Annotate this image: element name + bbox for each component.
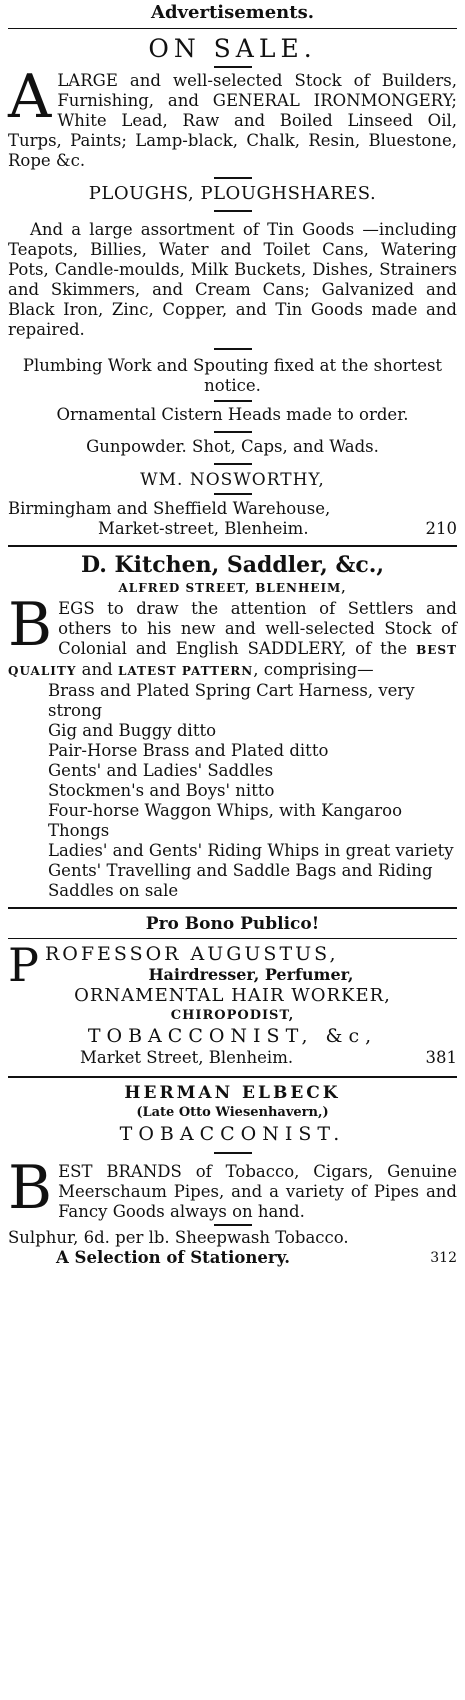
list-item: Stockmen's and Boys' nitto: [48, 781, 275, 800]
short-rule: [214, 66, 252, 68]
ad-number: 381: [425, 1048, 457, 1067]
ad-title: D. Kitchen, Saddler, &c.,: [80, 552, 385, 578]
short-rule: [214, 177, 252, 179]
list-item: Gig and Buggy ditto: [48, 721, 217, 740]
list-item: Pair-Horse Brass and Plated ditto: [48, 741, 329, 760]
list-item: Gents' and Ladies' Saddles: [48, 761, 274, 780]
ad-paragraph: Gunpowder. Shot, Caps, and Wads.: [86, 437, 379, 456]
divider: [8, 545, 457, 547]
drop-cap: A: [8, 62, 52, 132]
ad-herman-elbeck: [8, 1082, 457, 1268]
ad-paragraph: And a large assortment of Tin Goods —including Teapots, Billies, Water and Toilet Cans, Watering Pots, Candle-moulds, Milk Buckets, Dishes, Strainers and Skimmers, and Cream Cans; Galvanized and Black Iron, Zinc, Copper, and Tin Goods made and repaired.: [8, 220, 457, 339]
ad-line: TOBACCONIST.: [119, 1123, 346, 1145]
drop-cap: B: [8, 590, 53, 660]
merchant-name: WM. NOSWORTHY,: [140, 470, 325, 490]
ad-line: (Late Otto Wiesenhavern,): [136, 1105, 329, 1120]
ploughs-heading: PLOUGHS, PLOUGHSHARES.: [88, 183, 377, 204]
saddlery-list: [8, 681, 457, 901]
divider: [8, 938, 457, 939]
ad-paragraph: BEST BRANDS of Tobacco, Cigars, Genuine Meerschaum Pipes, and a variety of Pipes and Fancy Goods always on hand.: [8, 1153, 457, 1223]
ad-line: PROFESSOR AUGUSTUS,: [8, 938, 339, 992]
short-rule: [214, 210, 252, 212]
ad-title: ON SALE.: [148, 34, 317, 63]
ad-paragraph: ALARGE and well-selected Stock of Builders, Furnishing, and GENERAL IRONMONGERY; White Lead, Raw and Boiled Linseed Oil, Turps, Paints; Lamp-black, Chalk, Resin, Bluestone, Rope &c.: [8, 62, 457, 170]
drop-cap: P: [8, 938, 39, 992]
ad-professor-augustus: [8, 913, 457, 1068]
ad-paragraph: Sulphur, 6d. per lb. Sheepwash Tobacco.: [8, 1228, 349, 1247]
ad-paragraph: Ornamental Cistern Heads made to order.: [56, 405, 409, 424]
ad-line: ORNAMENTAL HAIR WORKER,: [74, 985, 391, 1006]
ad-line: CHIROPODIST,: [170, 1008, 295, 1023]
ad-line: Hairdresser, Perfumer,: [148, 965, 354, 984]
ad-paragraph: Plumbing Work and Spouting fixed at the shortest notice.: [22, 356, 443, 395]
list-item: Ladies' and Gents' Riding Whips in great variety: [48, 841, 454, 860]
address-line: Birmingham and Sheffield Warehouse,: [8, 499, 331, 518]
list-item: Gents' Travelling and Saddle Bags and Riding Saddles on sale: [48, 861, 433, 900]
street-line: ALFRED STREET, BLENHEIM,: [118, 581, 347, 595]
short-rule: [214, 348, 252, 350]
short-rule: [214, 1224, 252, 1226]
ad-kitchen-saddler: [8, 551, 457, 901]
ad-paragraph: A Selection of Stationery. 312: [56, 1248, 457, 1267]
short-rule: [214, 463, 252, 465]
divider: [8, 28, 457, 29]
divider: [8, 907, 457, 909]
short-rule: [214, 1152, 252, 1154]
divider: [8, 1076, 457, 1078]
list-item: Brass and Plated Spring Cart Harness, very strong: [48, 681, 415, 720]
short-rule: [214, 431, 252, 433]
short-rule: [214, 493, 252, 495]
address-line: Market-street, Blenheim. 210: [98, 519, 457, 538]
ad-line: Market Street, Blenheim. 381: [80, 1048, 457, 1067]
ad-line: TOBACCONIST, &c,: [87, 1025, 378, 1047]
page-header: Advertisements.: [151, 2, 314, 23]
ad-title: Pro Bono Publico!: [145, 914, 320, 934]
drop-cap: B: [8, 1153, 53, 1223]
list-item: Four-horse Waggon Whips, with Kangaroo Thongs: [48, 801, 403, 840]
ad-paragraph: BEGS to draw the attention of Settlers and others to his new and well-selected Stock of Colonial and English SADDLERY, of the BEST QUALITY and LATEST PATTERN, comprising—: [8, 590, 457, 679]
ad-line: HERMAN ELBECK: [124, 1083, 341, 1103]
short-rule: [214, 400, 252, 402]
ad-number: 210: [425, 519, 457, 538]
ad-number: 312: [430, 1250, 457, 1266]
ad-on-sale: [8, 35, 457, 539]
